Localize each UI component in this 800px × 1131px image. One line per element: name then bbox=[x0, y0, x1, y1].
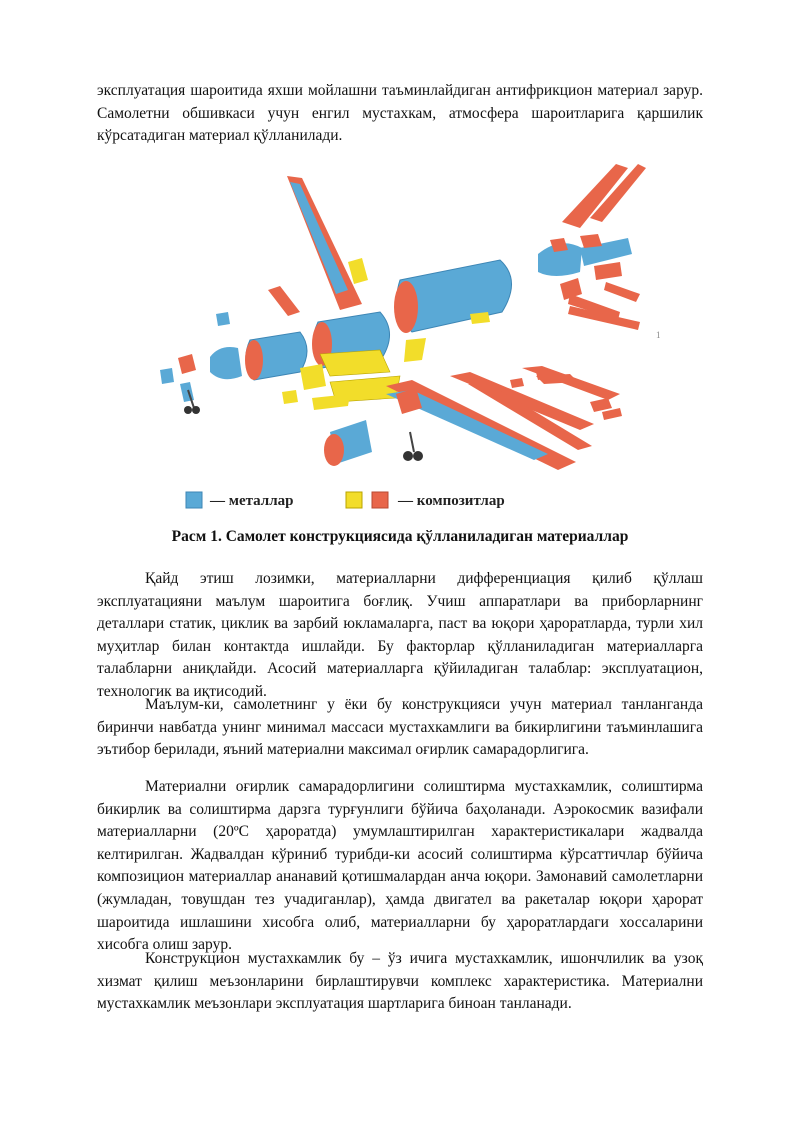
intro-paragraph: эксплуатация шароитида яхши мойлашни таъминлайдиган антифрикцион материал зарур. Самолетни обшивкаси учун енгил мустахкам, атмосфера шароитларига қаршилик кўрсатадиган материал қўлланилади. bbox=[97, 82, 703, 145]
legend-composite-red-swatch bbox=[372, 492, 388, 508]
paragraph-3: Материални оғирлик самарадорлигини солиштирма мустахкамлик, солиштирма бикирлик ва солиштирма дарзга турғунлиги бўйича баҳоланади. Аэрокосмик вазифали материалларни (20ºС ҳароратда) умумлаштирилган характеристикалари жадвалда келтирилган. Жадвалдан кўриниб турибди-ки асосий солиштирма кўрсаттичлар бўйича композицион материаллар ананавий қотишмалардан анча юқори. Замонавий самолетларни (жумладан, товушдан тез учадиганлар), ҳамда двигател ва ракеталар юқори ҳарорат шароитида ишлашини хисобга олиб, материалларни бу ҳароратлардаги хоссаларини хисобга олиш зарур. bbox=[97, 778, 703, 954]
paragraph-1: Қайд этиш лозимки, материалларни дифференциация қилиб қўллаш эксплуатацияни маълум шароитига боғлиқ. Учиш аппаратлари ва приборларнинг деталлари статик, циклик ва зарбий юкламаларга, паст ва юқори ҳароратларда, турли хил муҳитлар билан контактда ишлайди. Бу факторлар қўлланиладиган материалларга талабларни аниқлайди. Асосий материалларга қўйиладиган талаблар: эксплуатацион, технологик ва иқтисодий. bbox=[97, 570, 703, 700]
wing-flap-yellow bbox=[348, 258, 368, 284]
figure-page-mark: 1 bbox=[656, 330, 661, 340]
landing-gear bbox=[184, 390, 423, 461]
paragraph-4: Конструкцион мустахкамлик бу – ўз ичига мустахкамлик, ишончлилик ва узоқ хизмат қилиш меъзонларини бирлаштирувчи комплекс характеристика. Материални мустахкамлик меъзонлари эксплуатация шартларига биноан танланади. bbox=[97, 950, 703, 1013]
legend-composite-yellow-swatch bbox=[346, 492, 362, 508]
upper-wing-metal bbox=[290, 182, 348, 294]
legend-metals-label: — металлар bbox=[210, 493, 294, 509]
legend-metal-swatch bbox=[186, 492, 202, 508]
airplane-materials-figure bbox=[150, 162, 670, 527]
figure-caption: Расм 1. Самолет конструкциясида қўлланиладиган материаллар bbox=[171, 528, 629, 545]
legend-composites-label: — композитлар bbox=[398, 493, 505, 509]
paragraph-2: Маълум-ки, самолетнинг у ёки бу конструкцияси учун материал танланганда биринчи навбатда унинг минимал массаси мустахкамлиги ва бикирлигини таъминлашига эътибор берилади, яъний материални максимал оғирлик самарадорлигига. bbox=[97, 696, 703, 759]
wing-leading-edge bbox=[268, 286, 300, 316]
tail-section bbox=[538, 164, 646, 330]
